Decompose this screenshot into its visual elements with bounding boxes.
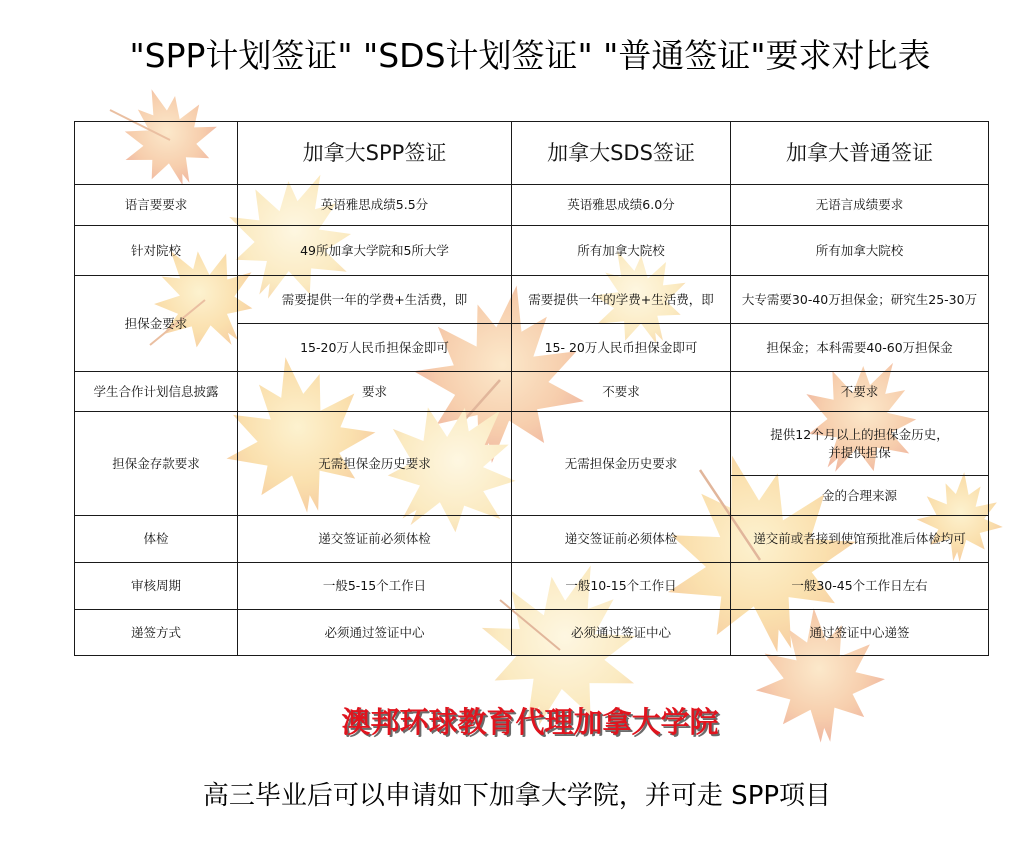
cell-submission-spp: 必须通过签证中心	[238, 610, 512, 656]
cell-guarantee-normal-2: 担保金；本科需要40-60万担保金	[731, 324, 989, 372]
cell-disclosure-spp: 要求	[238, 372, 512, 412]
agency-banner: 澳邦环球教育代理加拿大学院	[341, 705, 719, 739]
row-label-disclosure: 学生合作计划信息披露	[75, 372, 238, 412]
cell-deposit-sds: 无需担保金历史要求	[512, 412, 731, 516]
row-label-guarantee: 担保金要求	[75, 276, 238, 372]
cell-deposit-normal-1b: 并提供担保	[828, 444, 891, 460]
cell-medical-spp: 递交签证前必须体检	[238, 516, 512, 563]
cell-schools-sds: 所有加拿大院校	[512, 226, 731, 276]
cell-medical-normal: 递交前或者接到使馆预批准后体检均可	[731, 516, 989, 563]
cell-disclosure-normal: 不要求	[731, 372, 989, 412]
cell-schools-spp: 49所加拿大学院和5所大学	[238, 226, 512, 276]
cell-submission-normal: 通过签证中心递签	[731, 610, 989, 656]
row-label-review: 审核周期	[75, 563, 238, 610]
page-title: "SPP计划签证" "SDS计划签证" "普通签证"要求对比表	[129, 36, 931, 75]
table-row	[75, 372, 989, 412]
cell-guarantee-normal-1: 大专需要30-40万担保金；研究生25-30万	[731, 276, 989, 324]
header-sds: 加拿大SDS签证	[512, 122, 731, 185]
header-corner-cell	[75, 122, 238, 185]
table-row	[75, 610, 989, 656]
cell-guarantee-sds-2: 15- 20万人民币担保金即可	[512, 324, 731, 372]
row-label-submission: 递签方式	[75, 610, 238, 656]
cell-schools-normal: 所有加拿大院校	[731, 226, 989, 276]
row-label-language: 语言要要求	[75, 185, 238, 226]
comparison-table	[74, 121, 989, 656]
cell-review-normal: 一般30-45个工作日左右	[731, 563, 989, 610]
cell-deposit-normal-2: 金的合理来源	[731, 476, 989, 516]
cell-review-sds: 一般10-15个工作日	[512, 563, 731, 610]
header-spp: 加拿大SPP签证	[238, 122, 512, 185]
row-label-schools: 针对院校	[75, 226, 238, 276]
cell-deposit-spp: 无需担保金历史要求	[238, 412, 512, 516]
cell-guarantee-spp-1: 需要提供一年的学费+生活费，即	[238, 276, 512, 324]
cell-submission-sds: 必须通过签证中心	[512, 610, 731, 656]
cell-language-normal: 无语言成绩要求	[731, 185, 989, 226]
header-normal: 加拿大普通签证	[731, 122, 989, 185]
table-row	[75, 185, 989, 226]
cell-deposit-normal-1a: 提供12个月以上的担保金历史，	[770, 426, 949, 442]
cell-deposit-normal-1	[731, 412, 989, 476]
table-row	[75, 276, 989, 324]
cell-disclosure-sds: 不要求	[512, 372, 731, 412]
cell-medical-sds: 递交签证前必须体检	[512, 516, 731, 563]
table-row	[75, 563, 989, 610]
row-label-deposit: 担保金存款要求	[75, 412, 238, 516]
table-row	[75, 516, 989, 563]
cell-language-sds: 英语雅思成绩6.0分	[512, 185, 731, 226]
cell-guarantee-sds-1: 需要提供一年的学费+生活费，即	[512, 276, 731, 324]
table-row	[75, 226, 989, 276]
row-label-medical: 体检	[75, 516, 238, 563]
cell-review-spp: 一般5-15个工作日	[238, 563, 512, 610]
cell-guarantee-spp-2: 15-20万人民币担保金即可	[238, 324, 512, 372]
table-header-row	[75, 122, 989, 185]
table-row	[75, 412, 989, 476]
cell-language-spp: 英语雅思成绩5.5分	[238, 185, 512, 226]
footer-caption: 高三毕业后可以申请如下加拿大学院，并可走 SPP项目	[202, 781, 832, 811]
